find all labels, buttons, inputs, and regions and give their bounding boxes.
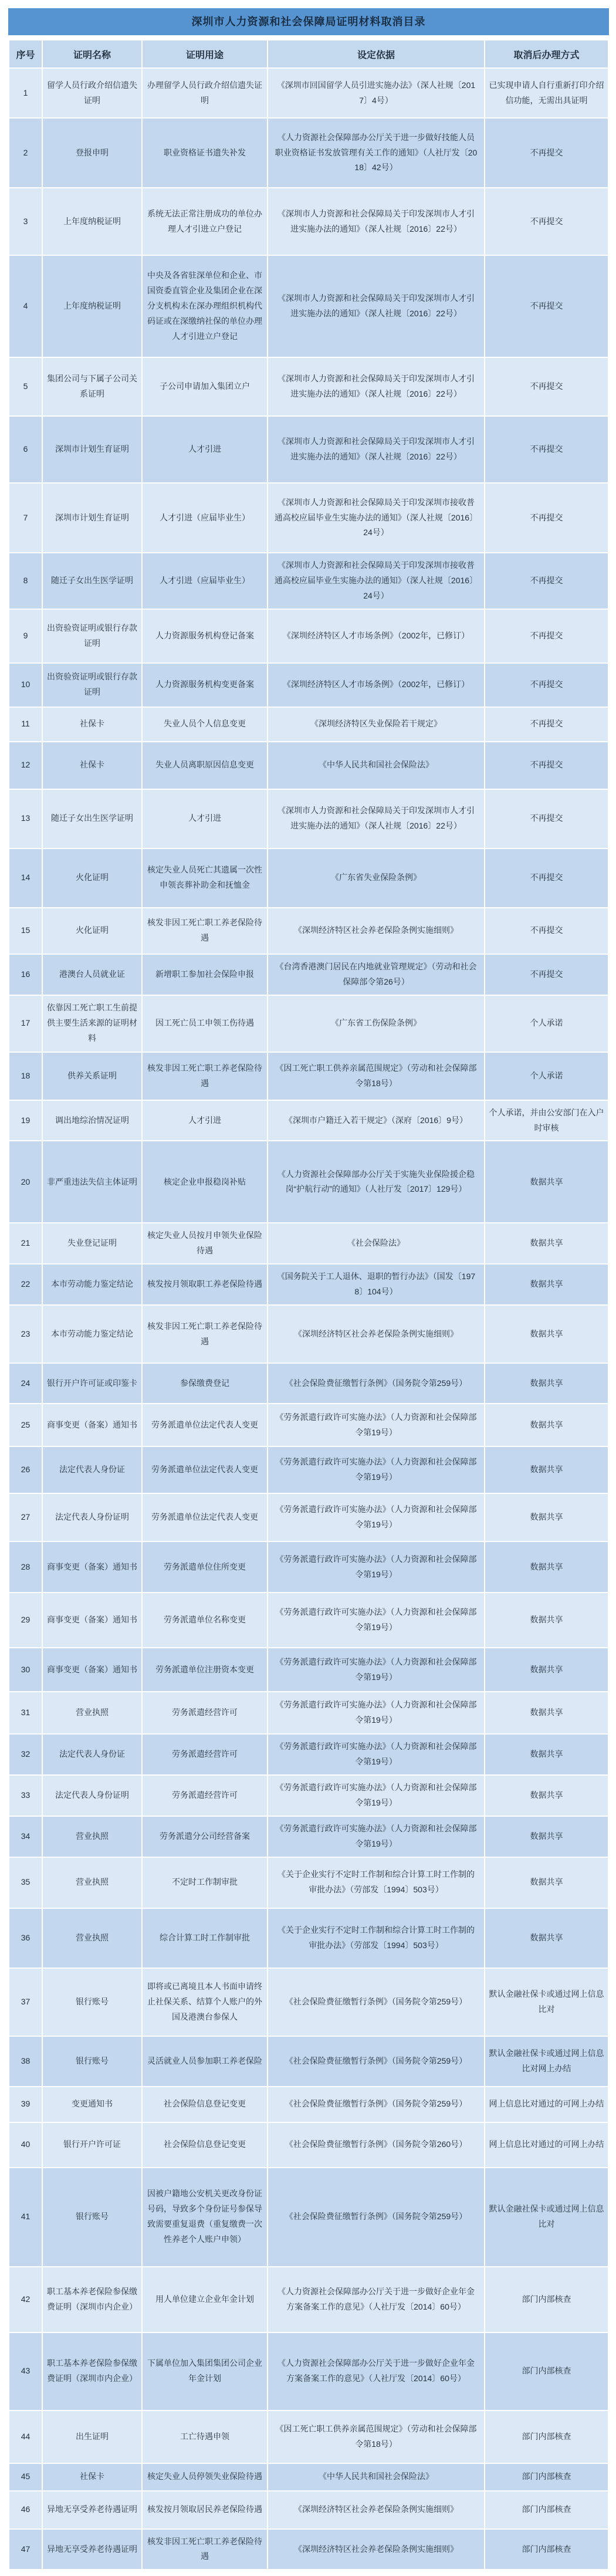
cell-post-cancellation-method: 数据共享 <box>485 1223 608 1263</box>
cell-certificate-name: 营业执照 <box>43 1909 141 1968</box>
cell-setting-basis: 《深圳市人力资源和社会保障局关于印发深圳市人才引进实施办法的通知》（深人社规〔2016〕22号） <box>268 256 484 357</box>
table-row <box>9 1776 608 1816</box>
cell-post-cancellation-method: 不再提交 <box>485 358 608 415</box>
cell-certificate-purpose: 综合计算工时工作制审批 <box>143 1909 267 1968</box>
table-row <box>9 1447 608 1493</box>
cell-post-cancellation-method: 个人承诺 <box>485 996 608 1052</box>
cell-certificate-purpose: 劳务派遣单位注册资本变更 <box>143 1648 267 1691</box>
cell-certificate-purpose: 失业人员个人信息变更 <box>143 708 267 741</box>
table-row <box>9 553 608 608</box>
cell-certificate-purpose: 工亡待遇申领 <box>143 2411 267 2463</box>
cell-certificate-purpose: 劳务派遣单位法定代表人变更 <box>143 1404 267 1446</box>
cell-certificate-purpose: 职业资格证书遗失补发 <box>143 119 267 187</box>
table-row <box>9 790 608 848</box>
cell-certificate-purpose: 劳务派遣经营许可 <box>143 1692 267 1733</box>
cell-certificate-purpose: 用人单位建立企业年金计划 <box>143 2267 267 2332</box>
table-row <box>9 742 608 789</box>
cell-setting-basis: 《中华人民共和国社会保险法》 <box>268 742 484 789</box>
cell-setting-basis: 《国务院关于工人退休、退职的暂行办法》（国发〔1978〕104号） <box>268 1265 484 1304</box>
cell-certificate-purpose: 失业人员离职原因信息变更 <box>143 742 267 789</box>
cell-certificate-purpose: 人才引进 <box>143 790 267 848</box>
cell-serial-number: 1 <box>9 69 42 117</box>
table-row <box>9 1306 608 1363</box>
cell-certificate-purpose: 劳务派遣单位法定代表人变更 <box>143 1494 267 1541</box>
column-header-certificate-name: 证明名称 <box>43 40 141 67</box>
cell-certificate-name: 社保卡 <box>43 742 141 789</box>
cell-setting-basis: 《社会保险费征缴暂行条例》（国务院令第259号） <box>268 1969 484 2036</box>
cell-serial-number: 31 <box>9 1692 42 1733</box>
cell-certificate-purpose: 不定时工作制审批 <box>143 1858 267 1908</box>
cell-post-cancellation-method: 不再提交 <box>485 484 608 552</box>
cell-post-cancellation-method: 不再提交 <box>485 256 608 357</box>
cell-post-cancellation-method: 不再提交 <box>485 119 608 187</box>
cell-setting-basis: 《深圳经济特区社会养老保险条例实施细则》 <box>268 2492 484 2528</box>
cell-post-cancellation-method: 不再提交 <box>485 610 608 662</box>
cell-certificate-name: 社保卡 <box>43 708 141 741</box>
cell-setting-basis: 《劳务派遣行政许可实施办法》（人力资源和社会保障部令第19号） <box>268 1648 484 1691</box>
cell-post-cancellation-method: 数据共享 <box>485 1447 608 1493</box>
table-row <box>9 1817 608 1857</box>
cell-serial-number: 15 <box>9 908 42 954</box>
cell-serial-number: 27 <box>9 1494 42 1541</box>
table-row <box>9 1593 608 1647</box>
cell-serial-number: 16 <box>9 955 42 995</box>
cell-post-cancellation-method: 数据共享 <box>485 1858 608 1908</box>
cell-setting-basis: 《深圳经济特区人才市场条例》（2002年，已修订） <box>268 664 484 706</box>
cell-certificate-purpose: 中央及各省驻深单位和企业、市国资委直管企业及集团企业在深分支机构未在深办理组织机构代码证或在深缴纳社保的单位办理人才引进立户登记 <box>143 256 267 357</box>
column-header-serial: 序号 <box>9 40 42 67</box>
cell-post-cancellation-method: 不再提交 <box>485 664 608 706</box>
cell-setting-basis: 《台湾香港澳门居民在内地就业管理规定》（劳动和社会保障部令第26号） <box>268 955 484 995</box>
table-row <box>9 2123 608 2167</box>
cell-setting-basis: 《深圳市回国留学人员引进实施办法》（深人社规〔2017〕4号） <box>268 69 484 117</box>
cell-certificate-purpose: 核发非因工死亡职工养老保险待遇 <box>143 1306 267 1363</box>
cell-certificate-purpose: 人才引进（应届毕业生） <box>143 553 267 608</box>
cell-setting-basis: 《人力资源社会保障部办公厅关于实施失业保险援企稳岗“护航行动”的通知》（人社厅发〔2017〕129号） <box>268 1141 484 1222</box>
cell-certificate-purpose: 下属单位加入集团集团公司企业年金计划 <box>143 2333 267 2410</box>
cell-post-cancellation-method: 不再提交 <box>485 908 608 954</box>
cell-setting-basis: 《深圳市人力资源和社会保障局关于印发深圳市人才引进实施办法的通知》（深人社规〔2016〕22号） <box>268 188 484 255</box>
cell-post-cancellation-method: 部门内部核查 <box>485 2492 608 2528</box>
cell-setting-basis: 《劳务派遣行政许可实施办法》（人力资源和社会保障部令第19号） <box>268 1692 484 1733</box>
cell-post-cancellation-method: 数据共享 <box>485 1776 608 1816</box>
materials-table <box>8 39 609 2570</box>
column-header-post-cancellation-method: 取消后办理方式 <box>485 40 608 67</box>
table-row <box>9 1364 608 1403</box>
cell-certificate-name: 商事变更（备案）通知书 <box>43 1404 141 1446</box>
cell-post-cancellation-method: 不再提交 <box>485 849 608 907</box>
cell-certificate-purpose: 新增职工参加社会保险申报 <box>143 955 267 995</box>
cell-certificate-purpose: 社会保险信息登记变更 <box>143 2087 267 2122</box>
cell-certificate-name: 火化证明 <box>43 849 141 907</box>
cell-serial-number: 34 <box>9 1817 42 1857</box>
cell-post-cancellation-method: 数据共享 <box>485 1593 608 1647</box>
cell-certificate-purpose: 劳务派遣单位名称变更 <box>143 1593 267 1647</box>
table-row <box>9 1101 608 1141</box>
cell-certificate-purpose: 社会保险信息登记变更 <box>143 2123 267 2167</box>
cell-certificate-name: 留学人员行政介绍信遗失证明 <box>43 69 141 117</box>
cell-serial-number: 19 <box>9 1101 42 1141</box>
cell-certificate-purpose: 人才引进 <box>143 1101 267 1141</box>
cell-serial-number: 42 <box>9 2267 42 2332</box>
cell-certificate-purpose: 核发非因工死亡职工养老保险待遇 <box>143 2530 267 2570</box>
cell-setting-basis: 《社会保险法》 <box>268 1223 484 1263</box>
cell-certificate-purpose: 人才引进（应届毕业生） <box>143 484 267 552</box>
table-row <box>9 2464 608 2490</box>
table-row <box>9 2168 608 2266</box>
cell-certificate-name: 调出地综治情况证明 <box>43 1101 141 1141</box>
cell-post-cancellation-method: 数据共享 <box>485 1364 608 1403</box>
cell-post-cancellation-method: 不再提交 <box>485 742 608 789</box>
cell-post-cancellation-method: 网上信息比对通过的可网上办结 <box>485 2087 608 2122</box>
cell-serial-number: 41 <box>9 2168 42 2266</box>
cell-setting-basis: 《深圳市人力资源和社会保障局关于印发深圳市接收普通高校应届毕业生实施办法的通知》（深人社规〔2016〕24号） <box>268 484 484 552</box>
cell-post-cancellation-method: 默认金融社保卡或通过网上信息比对 <box>485 2168 608 2266</box>
cell-serial-number: 46 <box>9 2492 42 2528</box>
cell-serial-number: 36 <box>9 1909 42 1968</box>
cell-certificate-name: 出生证明 <box>43 2411 141 2463</box>
cell-serial-number: 23 <box>9 1306 42 1363</box>
cell-setting-basis: 《劳务派遣行政许可实施办法》（人力资源和社会保障部令第19号） <box>268 1404 484 1446</box>
cell-post-cancellation-method: 数据共享 <box>485 1735 608 1774</box>
cell-certificate-name: 职工基本养老保险参保缴费证明（深圳市内企业） <box>43 2267 141 2332</box>
cell-certificate-name: 法定代表人身份证明 <box>43 1494 141 1541</box>
cell-certificate-name: 深圳市计划生育证明 <box>43 484 141 552</box>
table-row <box>9 417 608 482</box>
table-row <box>9 1858 608 1908</box>
table-row <box>9 1223 608 1263</box>
cell-serial-number: 21 <box>9 1223 42 1263</box>
cell-setting-basis: 《关于企业实行不定时工作制和综合计算工时工作制的审批办法》（劳部发〔1994〕503号） <box>268 1858 484 1908</box>
cell-setting-basis: 《深圳市人力资源和社会保障局关于印发深圳市人才引进实施办法的通知》（深人社规〔2016〕22号） <box>268 790 484 848</box>
cell-post-cancellation-method: 已实现申请人自行重新打印介绍信功能，无需出具证明 <box>485 69 608 117</box>
table-row <box>9 664 608 706</box>
cell-certificate-purpose: 人力资源服务机构登记备案 <box>143 610 267 662</box>
cell-certificate-name: 变更通知书 <box>43 2087 141 2122</box>
cell-certificate-purpose: 灵活就业人员参加职工养老保险 <box>143 2037 267 2086</box>
cell-post-cancellation-method: 部门内部核查 <box>485 2464 608 2490</box>
cell-serial-number: 20 <box>9 1141 42 1222</box>
table-row <box>9 610 608 662</box>
cell-serial-number: 43 <box>9 2333 42 2410</box>
cell-certificate-purpose: 因被户籍地公安机关更改身份证号码，导致多个身份证号参保导致需要重复退费（重复缴费一次性养老个人账户申领） <box>143 2168 267 2266</box>
cell-certificate-name: 登报申明 <box>43 119 141 187</box>
cell-certificate-name: 集团公司与下属子公司关系证明 <box>43 358 141 415</box>
cell-certificate-name: 商事变更（备案）通知书 <box>43 1648 141 1691</box>
cell-serial-number: 6 <box>9 417 42 482</box>
cell-certificate-name: 商事变更（备案）通知书 <box>43 1542 141 1592</box>
column-header-setting-basis: 设定依据 <box>268 40 484 67</box>
cell-setting-basis: 《广东省失业保险条例》 <box>268 849 484 907</box>
cell-certificate-name: 营业执照 <box>43 1858 141 1908</box>
cell-certificate-purpose: 办理留学人员行政介绍信遗失证明 <box>143 69 267 117</box>
cell-post-cancellation-method: 数据共享 <box>485 1909 608 1968</box>
cell-serial-number: 3 <box>9 188 42 255</box>
table-row <box>9 2333 608 2410</box>
table-row <box>9 1141 608 1222</box>
cell-post-cancellation-method: 数据共享 <box>485 1542 608 1592</box>
table-row <box>9 358 608 415</box>
cell-certificate-name: 火化证明 <box>43 908 141 954</box>
cell-certificate-name: 营业执照 <box>43 1817 141 1857</box>
table-row <box>9 1404 608 1446</box>
cell-certificate-name: 营业执照 <box>43 1692 141 1733</box>
table-row <box>9 1053 608 1100</box>
cell-certificate-name: 银行账号 <box>43 2037 141 2086</box>
cell-setting-basis: 《社会保险费征缴暂行条例》（国务院令第259号） <box>268 2037 484 2086</box>
cell-certificate-name: 商事变更（备案）通知书 <box>43 1593 141 1647</box>
cell-serial-number: 17 <box>9 996 42 1052</box>
cell-serial-number: 14 <box>9 849 42 907</box>
cell-serial-number: 47 <box>9 2530 42 2570</box>
cell-setting-basis: 《因工死亡职工供养亲属范围规定》（劳动和社会保障部令第18号） <box>268 2411 484 2463</box>
cell-serial-number: 22 <box>9 1265 42 1304</box>
cell-serial-number: 8 <box>9 553 42 608</box>
cell-certificate-name: 上年度纳税证明 <box>43 188 141 255</box>
cell-post-cancellation-method: 部门内部核查 <box>485 2411 608 2463</box>
header-row <box>9 40 608 67</box>
cell-certificate-name: 法定代表人身份证明 <box>43 1776 141 1816</box>
cell-serial-number: 45 <box>9 2464 42 2490</box>
cell-certificate-purpose: 人力资源服务机构变更备案 <box>143 664 267 706</box>
cell-setting-basis: 《因工死亡职工供养亲属范围规定》（劳动和社会保障部令第18号） <box>268 1053 484 1100</box>
table-row <box>9 1692 608 1733</box>
table-row <box>9 2087 608 2122</box>
cell-post-cancellation-method: 不再提交 <box>485 790 608 848</box>
cell-serial-number: 5 <box>9 358 42 415</box>
cell-setting-basis: 《人力资源社会保障部办公厅关于进一步做好企业年金方案备案工作的意见》（人社厅发〔2014〕60号） <box>268 2267 484 2332</box>
cell-setting-basis: 《人力资源社会保障部办公厅关于进一步做好企业年金方案备案工作的意见》（人社厅发〔2014〕60号） <box>268 2333 484 2410</box>
table-row <box>9 119 608 187</box>
cell-setting-basis: 《深圳市户籍迁入若干规定》（深府〔2016〕9号） <box>268 1101 484 1141</box>
cell-setting-basis: 《社会保险费征缴暂行条例》（国务院令第259号） <box>268 2087 484 2122</box>
cell-serial-number: 38 <box>9 2037 42 2086</box>
cell-serial-number: 30 <box>9 1648 42 1691</box>
cell-post-cancellation-method: 部门内部核查 <box>485 2333 608 2410</box>
table-row <box>9 908 608 954</box>
cell-post-cancellation-method: 不再提交 <box>485 417 608 482</box>
cell-setting-basis: 《深圳经济特区人才市场条例》（2002年，已修订） <box>268 610 484 662</box>
cell-post-cancellation-method: 个人承诺 <box>485 1053 608 1100</box>
table-row <box>9 1735 608 1774</box>
table-row <box>9 849 608 907</box>
cell-post-cancellation-method: 不再提交 <box>485 553 608 608</box>
table-row <box>9 484 608 552</box>
cell-post-cancellation-method: 不再提交 <box>485 188 608 255</box>
cell-setting-basis: 《劳务派遣行政许可实施办法》（人力资源和社会保障部令第19号） <box>268 1776 484 1816</box>
cell-certificate-name: 失业登记证明 <box>43 1223 141 1263</box>
cell-certificate-name: 本市劳动能力鉴定结论 <box>43 1306 141 1363</box>
cell-post-cancellation-method: 数据共享 <box>485 1265 608 1304</box>
table-row <box>9 2530 608 2570</box>
cell-certificate-purpose: 核发按月领取职工养老保险待遇 <box>143 1265 267 1304</box>
cell-certificate-name: 法定代表人身份证 <box>43 1735 141 1774</box>
table-row <box>9 1494 608 1541</box>
cell-certificate-name: 上年度纳税证明 <box>43 256 141 357</box>
cell-post-cancellation-method: 数据共享 <box>485 1648 608 1691</box>
table-row <box>9 1969 608 2036</box>
cell-serial-number: 35 <box>9 1858 42 1908</box>
cell-certificate-purpose: 劳务派遣经营许可 <box>143 1735 267 1774</box>
cell-certificate-name: 深圳市计划生育证明 <box>43 417 141 482</box>
cell-certificate-purpose: 核发非因工死亡职工养老保险待遇 <box>143 908 267 954</box>
cell-certificate-name: 非严重违法失信主体证明 <box>43 1141 141 1222</box>
cell-setting-basis: 《深圳市人力资源和社会保障局关于印发深圳市人才引进实施办法的通知》（深人社规〔2016〕22号） <box>268 358 484 415</box>
cell-certificate-purpose: 子公司申请加入集团立户 <box>143 358 267 415</box>
cell-serial-number: 9 <box>9 610 42 662</box>
cell-certificate-name: 依靠因工死亡职工生前提供主要生活来源的证明材料 <box>43 996 141 1052</box>
cell-post-cancellation-method: 部门内部核查 <box>485 2267 608 2332</box>
cell-serial-number: 2 <box>9 119 42 187</box>
cell-post-cancellation-method: 个人承诺，并由公安部门在入户时审核 <box>485 1101 608 1141</box>
cell-post-cancellation-method: 数据共享 <box>485 1817 608 1857</box>
table-row <box>9 1909 608 1968</box>
cell-serial-number: 33 <box>9 1776 42 1816</box>
cell-setting-basis: 《劳务派遣行政许可实施办法》（人力资源和社会保障部令第19号） <box>268 1735 484 1774</box>
cell-post-cancellation-method: 默认金融社保卡或通过网上信息比对 <box>485 1969 608 2036</box>
cell-setting-basis: 《社会保险费征缴暂行条例》（国务院令第259号） <box>268 2168 484 2266</box>
cell-serial-number: 10 <box>9 664 42 706</box>
cell-certificate-purpose: 即将或已离境且本人书面申请终止社保关系、结算个人账户的外国及港澳台参保人 <box>143 1969 267 2036</box>
cell-serial-number: 26 <box>9 1447 42 1493</box>
cell-setting-basis: 《劳务派遣行政许可实施办法》（人力资源和社会保障部令第19号） <box>268 1542 484 1592</box>
cell-setting-basis: 《深圳经济特区社会养老保险条例实施细则》 <box>268 2530 484 2570</box>
table-row <box>9 996 608 1052</box>
cell-certificate-name: 随迁子女出生医学证明 <box>43 790 141 848</box>
cell-certificate-name: 法定代表人身份证 <box>43 1447 141 1493</box>
column-header-certificate-purpose: 证明用途 <box>143 40 267 67</box>
cell-serial-number: 13 <box>9 790 42 848</box>
cell-certificate-name: 本市劳动能力鉴定结论 <box>43 1265 141 1304</box>
cell-post-cancellation-method: 网上信息比对通过的可网上办结 <box>485 2123 608 2167</box>
cell-serial-number: 32 <box>9 1735 42 1774</box>
table-row <box>9 1542 608 1592</box>
cell-certificate-purpose: 劳务派遣分公司经营备案 <box>143 1817 267 1857</box>
cell-certificate-name: 银行账号 <box>43 2168 141 2266</box>
cell-certificate-name: 港澳台人员就业证 <box>43 955 141 995</box>
cell-serial-number: 37 <box>9 1969 42 2036</box>
cell-certificate-purpose: 核定企业申报稳岗补贴 <box>143 1141 267 1222</box>
cell-certificate-purpose: 因工死亡员工申领工伤待遇 <box>143 996 267 1052</box>
cell-setting-basis: 《社会保险费征缴暂行条例》（国务院令第259号） <box>268 1364 484 1403</box>
table-row <box>9 2492 608 2528</box>
table-row <box>9 256 608 357</box>
cell-certificate-name: 异地无享受养老待遇证明 <box>43 2492 141 2528</box>
cell-certificate-purpose: 劳务派遣单位法定代表人变更 <box>143 1447 267 1493</box>
cell-setting-basis: 《深圳市人力资源和社会保障局关于印发深圳市接收普通高校应届毕业生实施办法的通知》（深人社规〔2016〕24号） <box>268 553 484 608</box>
table-row <box>9 1648 608 1691</box>
cell-certificate-purpose: 核定失业人员停领失业保险待遇 <box>143 2464 267 2490</box>
table-row <box>9 188 608 255</box>
cell-setting-basis: 《深圳经济特区失业保险若干规定》 <box>268 708 484 741</box>
cell-certificate-name: 银行账号 <box>43 1969 141 2036</box>
cell-setting-basis: 《深圳市人力资源和社会保障局关于印发深圳市人才引进实施办法的通知》（深人社规〔2016〕22号） <box>268 417 484 482</box>
cell-serial-number: 4 <box>9 256 42 357</box>
cell-certificate-purpose: 人才引进 <box>143 417 267 482</box>
cell-certificate-name: 银行开户许可证 <box>43 2123 141 2167</box>
cell-serial-number: 25 <box>9 1404 42 1446</box>
cell-serial-number: 40 <box>9 2123 42 2167</box>
cell-certificate-purpose: 核发非因工死亡职工养老保险待遇 <box>143 1053 267 1100</box>
cell-post-cancellation-method: 数据共享 <box>485 1404 608 1446</box>
table-row <box>9 2267 608 2332</box>
cell-certificate-purpose: 系统无法正常注册成功的单位办理人才引进立户登记 <box>143 188 267 255</box>
cell-post-cancellation-method: 默认金融社保卡或通过网上信息比对网上办结 <box>485 2037 608 2086</box>
cell-serial-number: 12 <box>9 742 42 789</box>
cell-certificate-name: 出资验资证明或银行存款证明 <box>43 664 141 706</box>
cell-post-cancellation-method: 数据共享 <box>485 1494 608 1541</box>
cell-serial-number: 11 <box>9 708 42 741</box>
table-row <box>9 2037 608 2086</box>
cell-serial-number: 24 <box>9 1364 42 1403</box>
cell-serial-number: 39 <box>9 2087 42 2122</box>
cell-setting-basis: 《劳务派遣行政许可实施办法》（人力资源和社会保障部令第19号） <box>268 1817 484 1857</box>
cell-certificate-purpose: 核定失业人员按月申领失业保险待遇 <box>143 1223 267 1263</box>
cell-certificate-purpose: 劳务派遣经营许可 <box>143 1776 267 1816</box>
cell-setting-basis: 《劳务派遣行政许可实施办法》（人力资源和社会保障部令第19号） <box>268 1447 484 1493</box>
cell-post-cancellation-method: 不再提交 <box>485 955 608 995</box>
cell-serial-number: 44 <box>9 2411 42 2463</box>
cell-post-cancellation-method: 部门内部核查 <box>485 2530 608 2570</box>
cell-post-cancellation-method: 不再提交 <box>485 708 608 741</box>
cell-setting-basis: 《劳务派遣行政许可实施办法》（人力资源和社会保障部令第19号） <box>268 1494 484 1541</box>
cell-certificate-purpose: 核定失业人员死亡其遗属一次性申领丧葬补助金和抚恤金 <box>143 849 267 907</box>
cell-certificate-purpose: 核发按月领取居民养老保险待遇 <box>143 2492 267 2528</box>
cell-serial-number: 18 <box>9 1053 42 1100</box>
table-row <box>9 708 608 741</box>
cell-certificate-name: 社保卡 <box>43 2464 141 2490</box>
cell-post-cancellation-method: 数据共享 <box>485 1692 608 1733</box>
cell-certificate-purpose: 参保缴费登记 <box>143 1364 267 1403</box>
table-row <box>9 2411 608 2463</box>
cell-setting-basis: 《深圳经济特区社会养老保险条例实施细则》 <box>268 1306 484 1363</box>
cell-certificate-name: 银行开户许可证或印鉴卡 <box>43 1364 141 1403</box>
table-row <box>9 1265 608 1304</box>
cell-serial-number: 7 <box>9 484 42 552</box>
cell-certificate-name: 供养关系证明 <box>43 1053 141 1100</box>
cell-setting-basis: 《关于企业实行不定时工作制和综合计算工时工作制的审批办法》（劳部发〔1994〕503号） <box>268 1909 484 1968</box>
table-row <box>9 955 608 995</box>
cell-certificate-name: 随迁子女出生医学证明 <box>43 553 141 608</box>
cell-setting-basis: 《人力资源社会保障部办公厅关于进一步做好技能人员职业资格证书发放管理有关工作的通知》（人社厅发〔2018〕42号） <box>268 119 484 187</box>
cell-post-cancellation-method: 数据共享 <box>485 1306 608 1363</box>
cell-certificate-purpose: 劳务派遣单位住所变更 <box>143 1542 267 1592</box>
cell-serial-number: 29 <box>9 1593 42 1647</box>
cell-setting-basis: 《深圳经济特区社会养老保险条例实施细则》 <box>268 908 484 954</box>
cell-setting-basis: 《中华人民共和国社会保险法》 <box>268 2464 484 2490</box>
cell-setting-basis: 《劳务派遣行政许可实施办法》（人力资源和社会保障部令第19号） <box>268 1593 484 1647</box>
cell-certificate-name: 出资验资证明或银行存款证明 <box>43 610 141 662</box>
cell-certificate-name: 异地无享受养老待遇证明 <box>43 2530 141 2570</box>
cell-certificate-name: 职工基本养老保险参保缴费证明（深圳市内企业） <box>43 2333 141 2410</box>
cell-serial-number: 28 <box>9 1542 42 1592</box>
cell-setting-basis: 《社会保险费征缴暂行条例》（国务院令第260号） <box>268 2123 484 2167</box>
cell-post-cancellation-method: 数据共享 <box>485 1141 608 1222</box>
table-row <box>9 69 608 117</box>
cell-setting-basis: 《广东省工伤保险条例》 <box>268 996 484 1052</box>
page-title: 深圳市人力资源和社会保障局证明材料取消目录 <box>8 8 609 35</box>
